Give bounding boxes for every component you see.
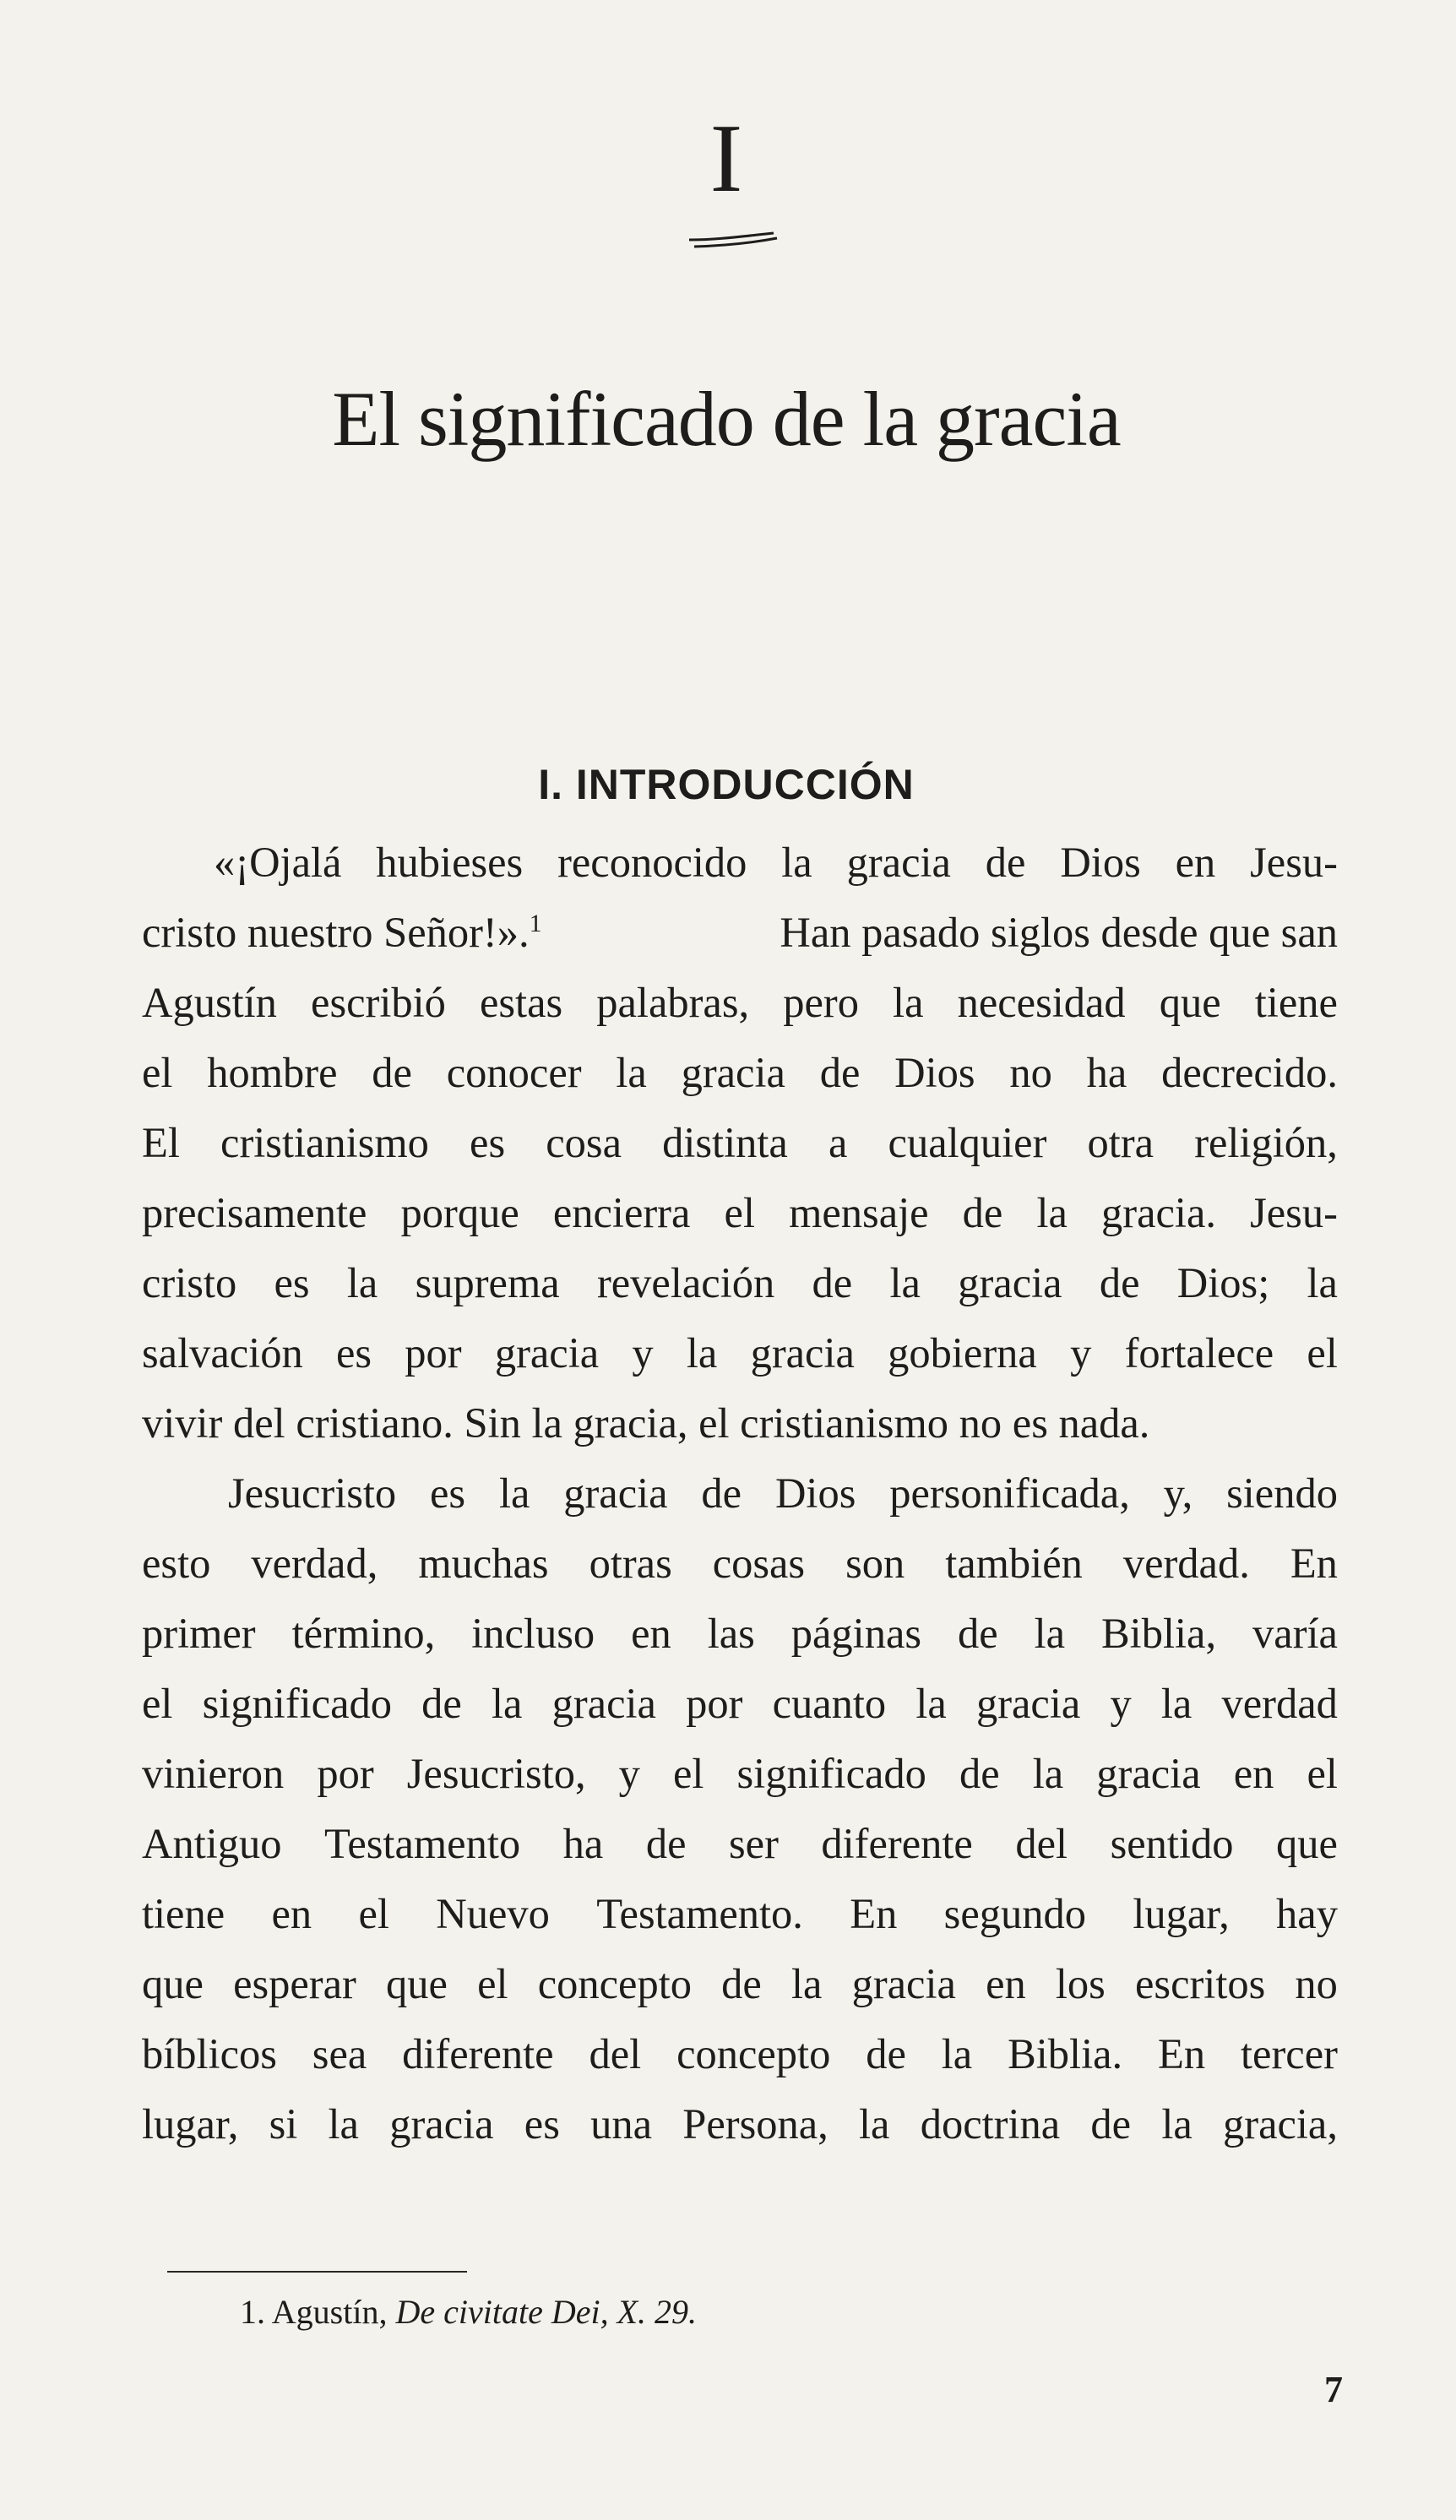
word: revelación xyxy=(596,1259,775,1306)
word: ha xyxy=(1086,1049,1127,1096)
word: primer xyxy=(142,1610,256,1657)
word: muchas xyxy=(418,1540,549,1587)
word: «¡Ojalá xyxy=(214,839,342,886)
footnote-location: , X. 29. xyxy=(600,2293,698,2331)
word: doctrina xyxy=(920,2100,1061,2148)
word: en xyxy=(1175,839,1216,886)
word: Antiguo xyxy=(142,1820,282,1867)
text-line xyxy=(142,1669,1338,1739)
word: concepto xyxy=(537,1960,692,2007)
word: la xyxy=(491,1680,523,1727)
text-line xyxy=(142,1108,1338,1178)
word: gracia. xyxy=(1101,1189,1216,1236)
word: cualquier xyxy=(888,1119,1047,1166)
word: del xyxy=(1015,1820,1068,1867)
word: y xyxy=(632,1329,654,1377)
word: Dios xyxy=(774,1469,856,1517)
word: sea xyxy=(312,2030,367,2077)
word: ser xyxy=(729,1820,779,1867)
word: tercer xyxy=(1241,2030,1338,2077)
word: también xyxy=(945,1540,1083,1587)
word: gracia xyxy=(851,1960,956,2007)
word: gracia xyxy=(846,839,951,886)
word: incluso xyxy=(471,1610,595,1657)
word: en xyxy=(271,1890,312,1937)
word: gracia xyxy=(750,1329,855,1377)
word: Jesu- xyxy=(1250,839,1338,886)
word: Dios; xyxy=(1176,1259,1270,1306)
word: gracia xyxy=(975,1680,1081,1727)
word: hombre xyxy=(207,1049,338,1096)
word: hay xyxy=(1276,1890,1338,1937)
word: gracia xyxy=(494,1329,600,1377)
footnote xyxy=(240,2287,1338,2338)
text-line xyxy=(142,1529,1338,1599)
word: lugar, xyxy=(1133,1890,1230,1937)
word: no xyxy=(1009,1049,1052,1096)
word: de xyxy=(957,1610,998,1657)
word: es xyxy=(430,1469,466,1517)
word: gracia xyxy=(1096,1750,1201,1797)
word: de xyxy=(372,1049,412,1096)
word: y, xyxy=(1163,1469,1193,1517)
word: la xyxy=(893,979,924,1026)
word: vinieron xyxy=(142,1750,285,1797)
word: por xyxy=(317,1750,374,1797)
word: personificada, xyxy=(889,1469,1130,1517)
word: ha xyxy=(562,1820,604,1867)
text-line xyxy=(142,1178,1338,1248)
word: Jesucristo, xyxy=(406,1750,586,1797)
text-line xyxy=(142,898,1338,968)
word: de xyxy=(962,1189,1003,1236)
word: necesidad xyxy=(957,979,1126,1026)
word: y xyxy=(1070,1329,1092,1377)
text-line xyxy=(142,1949,1338,2019)
word: de xyxy=(959,1750,1000,1797)
word: es xyxy=(335,1329,372,1377)
word: distinta xyxy=(662,1119,788,1166)
word: religión, xyxy=(1194,1119,1338,1166)
word: la xyxy=(1160,1680,1193,1727)
word: decrecido. xyxy=(1161,1049,1338,1096)
word: de xyxy=(812,1259,853,1306)
word: las xyxy=(707,1610,755,1657)
word: otras xyxy=(589,1540,672,1587)
word: por xyxy=(405,1329,462,1377)
page-number: 7 xyxy=(1324,2369,1343,2410)
word: el xyxy=(672,1750,704,1797)
word: es xyxy=(470,1119,506,1166)
word: verdad. xyxy=(1122,1540,1250,1587)
text-line xyxy=(142,1318,1338,1388)
word: significado xyxy=(736,1750,926,1797)
word: cosa xyxy=(546,1119,622,1166)
word: que xyxy=(142,1960,204,2007)
word: verdad, xyxy=(251,1540,378,1587)
text-line xyxy=(142,968,1338,1038)
word: cristo xyxy=(142,1259,237,1306)
word: conocer xyxy=(446,1049,582,1096)
word: gracia xyxy=(681,1049,785,1096)
word: Jesucristo xyxy=(228,1469,397,1517)
word: fortalece xyxy=(1124,1329,1274,1377)
word: el xyxy=(477,1960,508,2007)
word: el xyxy=(1307,1750,1338,1797)
footnote-divider xyxy=(167,2271,467,2273)
word: Biblia, xyxy=(1101,1610,1217,1657)
text-line xyxy=(142,2089,1338,2159)
word: que xyxy=(386,1960,448,2007)
word: en xyxy=(986,1960,1026,2007)
word: en xyxy=(631,1610,671,1657)
word: encierra xyxy=(552,1189,691,1236)
text-line xyxy=(142,1248,1338,1318)
word: de xyxy=(1090,2100,1132,2148)
word: la xyxy=(1034,1610,1066,1657)
text-line xyxy=(142,1458,1338,1529)
section-heading: I. INTRODUCCIÓN xyxy=(538,761,915,808)
text-line xyxy=(142,1809,1338,1879)
word: cristianismo xyxy=(220,1119,429,1166)
word: esperar xyxy=(233,1960,356,2007)
word: el xyxy=(142,1680,173,1727)
word: y xyxy=(618,1750,640,1797)
word: gobierna xyxy=(888,1329,1037,1377)
word: es xyxy=(274,1259,310,1306)
word: Dios xyxy=(1060,839,1141,886)
word: gracia xyxy=(389,2100,494,2148)
text-line xyxy=(142,2019,1338,2089)
word: salvación xyxy=(142,1329,303,1377)
word: escribió xyxy=(311,979,446,1026)
word: suprema xyxy=(415,1259,560,1306)
flourish-ornament-icon xyxy=(682,218,784,252)
text-fragment: Han pasado siglos desde que san xyxy=(780,909,1338,956)
word: la xyxy=(889,1259,921,1306)
word: de xyxy=(985,839,1026,886)
word: de xyxy=(701,1469,742,1517)
word: significado xyxy=(202,1680,392,1727)
word: páginas xyxy=(790,1610,922,1657)
word: la xyxy=(859,2100,890,2148)
word: el xyxy=(1307,1329,1338,1377)
word: gracia xyxy=(551,1680,656,1727)
word: la xyxy=(686,1329,718,1377)
word: de xyxy=(721,1960,762,2007)
word: y xyxy=(1110,1680,1132,1727)
word: la xyxy=(346,1259,378,1306)
word: mensaje xyxy=(789,1189,929,1236)
word: Testamento. xyxy=(596,1890,803,1937)
word: del xyxy=(589,2030,642,2077)
word: En xyxy=(1290,1540,1338,1587)
word: de xyxy=(1099,1259,1140,1306)
word: la xyxy=(1032,1750,1064,1797)
word: diferente xyxy=(402,2030,554,2077)
word: término, xyxy=(291,1610,436,1657)
word: porque xyxy=(400,1189,519,1236)
text-line: vivir del cristiano. Sin la gracia, el cristianismo no es nada. xyxy=(142,1399,1150,1447)
word: cosas xyxy=(712,1540,806,1587)
word: de xyxy=(645,1820,687,1867)
word: En xyxy=(1158,2030,1206,2077)
word: son xyxy=(845,1540,905,1587)
word: en xyxy=(1233,1750,1274,1797)
word: que xyxy=(1159,979,1221,1026)
word: Dios xyxy=(894,1049,975,1096)
word: El xyxy=(142,1119,180,1166)
word: Testamento xyxy=(324,1820,521,1867)
word: otra xyxy=(1087,1119,1154,1166)
word: bíblicos xyxy=(142,2030,277,2077)
word: que xyxy=(1276,1820,1338,1867)
word: varía xyxy=(1252,1610,1338,1657)
word: la xyxy=(781,839,812,886)
text-line xyxy=(142,828,1338,898)
word: escritos xyxy=(1135,1960,1266,2007)
word: pero xyxy=(783,979,859,1026)
word: el xyxy=(724,1189,755,1236)
word: segundo xyxy=(943,1890,1086,1937)
word: gracia, xyxy=(1223,2100,1338,2148)
text-line xyxy=(142,1879,1338,1949)
word: lugar, xyxy=(142,2100,239,2148)
word: la xyxy=(1036,1189,1068,1236)
word: reconocido xyxy=(557,839,747,886)
word: siendo xyxy=(1226,1469,1338,1517)
word: En xyxy=(850,1890,898,1937)
word: la xyxy=(498,1469,530,1517)
word: esto xyxy=(142,1540,211,1587)
word: de xyxy=(866,2030,906,2077)
word: cuanto xyxy=(772,1680,887,1727)
word: una xyxy=(590,2100,653,2148)
word: la xyxy=(915,1680,947,1727)
text-line xyxy=(142,1599,1338,1669)
word: diferente xyxy=(821,1820,973,1867)
footnote-number: 1. Agustín, xyxy=(240,2293,388,2331)
footnote-work-title: De civitate Dei xyxy=(395,2293,600,2331)
word: sentido xyxy=(1110,1820,1234,1867)
word: concepto xyxy=(676,2030,831,2077)
word: los xyxy=(1055,1960,1106,2007)
word: la xyxy=(616,1049,647,1096)
chapter-title: El significado de la gracia xyxy=(332,376,1121,462)
word: Jesu- xyxy=(1250,1189,1338,1236)
word: estas xyxy=(479,979,563,1026)
text-line xyxy=(142,1038,1338,1108)
word: la xyxy=(790,1960,823,2007)
word: tiene xyxy=(1254,979,1338,1026)
word: la xyxy=(941,2030,973,2077)
word: no xyxy=(1295,1960,1338,2007)
word: Nuevo xyxy=(436,1890,550,1937)
body-text xyxy=(142,828,1338,2159)
word: hubieses xyxy=(376,839,524,886)
chapter-numeral: I xyxy=(709,105,743,213)
word: el xyxy=(142,1049,173,1096)
text-line xyxy=(142,1739,1338,1809)
word: la xyxy=(1307,1259,1338,1306)
footnote-reference[interactable]: 1 xyxy=(529,910,542,937)
word: gracia xyxy=(958,1259,1062,1306)
word: precisamente xyxy=(142,1189,367,1236)
word: de xyxy=(819,1049,861,1096)
word: palabras, xyxy=(596,979,750,1026)
text-fragment: cristo nuestro Señor!».$^1$ xyxy=(142,909,542,956)
word: la xyxy=(328,2100,359,2148)
word: es xyxy=(524,2100,560,2148)
word: la xyxy=(1161,2100,1193,2148)
word: de xyxy=(421,1680,462,1727)
word: el xyxy=(358,1890,389,1937)
word: Biblia. xyxy=(1008,2030,1123,2077)
word: gracia xyxy=(563,1469,668,1517)
word: Agustín xyxy=(142,979,277,1026)
word: verdad xyxy=(1221,1680,1338,1727)
word: a xyxy=(828,1119,848,1166)
word: Persona, xyxy=(682,2100,829,2148)
word: tiene xyxy=(142,1890,225,1937)
word: por xyxy=(686,1680,743,1727)
word: si xyxy=(269,2100,298,2148)
